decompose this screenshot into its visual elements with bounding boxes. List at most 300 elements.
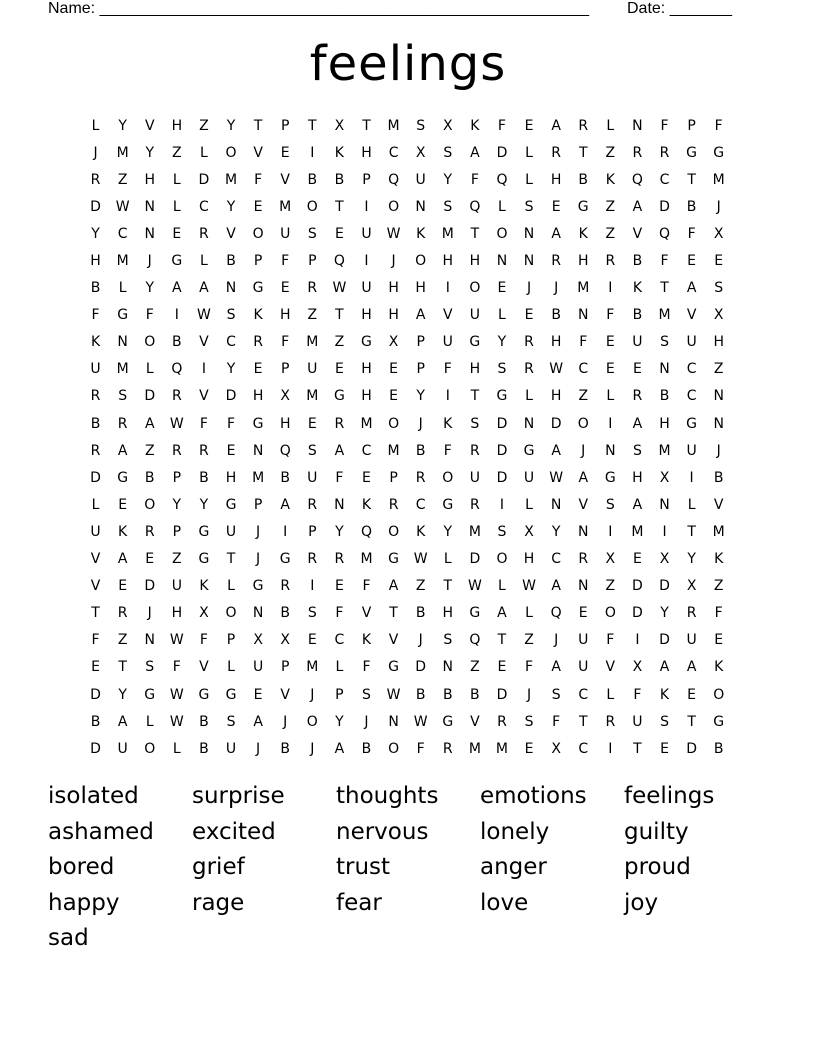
grid-letter: B [442, 686, 453, 703]
grid-letter: K [361, 496, 372, 513]
grid-letter: G [198, 686, 210, 703]
grid-letter: G [388, 551, 399, 568]
grid-letter: K [118, 523, 128, 540]
grid-letter: V [713, 496, 724, 513]
grid-letter: F [443, 361, 452, 378]
grid-letter: Y [660, 605, 669, 622]
grid-letter: F [443, 442, 452, 459]
grid-letter: S [362, 686, 371, 703]
grid-letter: R [605, 713, 616, 730]
grid-letter: N [442, 659, 453, 676]
grid-letter: L [91, 496, 100, 513]
grid-letter: V [361, 605, 372, 622]
grid-letter: A [334, 442, 345, 459]
grid-letter: N [550, 496, 562, 513]
grid-letter: R [551, 253, 561, 270]
grid-letter: V [388, 632, 399, 649]
grid-letter: J [554, 280, 559, 297]
grid-letter: G [117, 307, 129, 324]
grid-letter: B [90, 415, 101, 432]
grid-letter: H [550, 171, 562, 188]
grid-letter: N [523, 415, 535, 432]
word-bank-item: emotions [480, 783, 587, 809]
grid-row [82, 383, 734, 410]
grid-letter: B [415, 605, 426, 622]
word-bank-item: joy [624, 889, 659, 916]
grid-letter: H [442, 605, 454, 622]
grid-letter: U [361, 225, 372, 242]
grid-letter: T [335, 307, 344, 324]
grid-letter: F [281, 253, 290, 270]
grid-letter: E [334, 578, 344, 595]
grid-letter: B [686, 198, 697, 215]
grid-letter: R [442, 740, 453, 757]
grid-letter: J [283, 713, 288, 730]
grid-letter: M [441, 225, 454, 242]
grid-letter: R [117, 605, 128, 622]
grid-letter: T [443, 578, 453, 595]
grid-letter: H [361, 307, 372, 324]
grid-letter: P [280, 361, 290, 378]
grid-letter: I [662, 523, 667, 540]
grid-letter: H [577, 253, 589, 270]
grid-letter: B [659, 388, 670, 405]
worksheet-header [48, 0, 768, 20]
grid-letter: K [470, 117, 480, 134]
grid-letter: S [226, 307, 236, 324]
grid-letter: W [467, 578, 482, 595]
grid-letter: R [388, 496, 399, 513]
grid-letter: V [226, 225, 236, 242]
grid-letter: Y [145, 280, 155, 297]
grid-letter: R [144, 523, 155, 540]
grid-letter: X [713, 225, 724, 242]
grid-row [82, 437, 734, 464]
grid-letter: A [497, 605, 507, 622]
grid-letter: H [442, 253, 454, 270]
grid-letter: A [199, 280, 209, 297]
grid-letter: E [389, 388, 398, 405]
grid-letter: N [523, 253, 535, 270]
grid-letter: I [364, 253, 369, 270]
grid-letter: K [714, 551, 724, 568]
grid-letter: K [659, 686, 670, 703]
grid-letter: K [334, 144, 344, 161]
grid-letter: L [200, 144, 208, 161]
grid-letter: R [469, 442, 480, 459]
grid-letter: B [199, 469, 209, 486]
grid-letter: L [606, 388, 615, 405]
grid-row [82, 247, 734, 274]
grid-letter: D [144, 578, 156, 595]
grid-letter: S [497, 361, 507, 378]
grid-letter: A [659, 659, 670, 676]
grid-letter: N [144, 198, 155, 215]
grid-letter: C [361, 442, 372, 459]
grid-letter: U [469, 307, 480, 324]
word-bank-item: grief [192, 854, 245, 880]
grid-letter: J [147, 253, 152, 270]
grid-letter: U [280, 225, 291, 242]
grid-letter: O [388, 415, 400, 432]
grid-letter: L [335, 659, 344, 676]
grid-letter: I [174, 307, 179, 324]
grid-letter: D [659, 578, 670, 595]
grid-letter: O [144, 334, 156, 351]
grid-letter: K [578, 225, 588, 242]
grid-letter: F [281, 334, 290, 351]
grid-letter: B [172, 334, 182, 351]
grid-letter: D [550, 415, 562, 432]
grid-letter: E [687, 253, 697, 270]
grid-letter: Y [91, 225, 100, 242]
grid-letter: C [578, 740, 589, 757]
grid-letter: M [116, 144, 129, 161]
grid-letter: Y [172, 496, 182, 513]
word-bank-item: love [480, 889, 529, 916]
grid-letter: K [199, 578, 209, 595]
grid-letter: D [496, 686, 508, 703]
grid-letter: C [686, 388, 697, 405]
word-bank-item: proud [624, 854, 691, 880]
grid-row [82, 627, 734, 654]
grid-letter: E [389, 361, 398, 378]
grid-letter: E [91, 659, 100, 676]
grid-letter: J [256, 551, 261, 568]
grid-letter: N [713, 415, 724, 432]
grid-letter: G [686, 144, 698, 161]
grid-letter: Z [415, 578, 426, 595]
grid-letter: A [686, 280, 697, 297]
grid-letter: V [280, 171, 290, 188]
grid-letter: S [605, 496, 615, 513]
grid-letter: C [117, 225, 128, 242]
grid-letter: K [443, 415, 453, 432]
grid-row [82, 356, 734, 383]
grid-letter: H [361, 388, 372, 405]
grid-letter: E [253, 361, 263, 378]
grid-letter: Z [605, 144, 616, 161]
grid-letter: W [386, 686, 401, 703]
grid-letter: Z [524, 632, 534, 649]
grid-letter: Q [496, 171, 508, 188]
grid-letter: P [362, 171, 371, 188]
word-search-grid [82, 112, 734, 762]
grid-letter: O [442, 469, 454, 486]
grid-letter: I [283, 523, 288, 540]
grid-letter: H [388, 307, 399, 324]
grid-letter: D [659, 632, 670, 649]
grid-letter: L [145, 361, 154, 378]
grid-letter: V [199, 659, 209, 676]
grid-letter: H [388, 280, 399, 297]
grid-letter: E [226, 442, 236, 459]
grid-letter: W [413, 551, 428, 568]
grid-letter: M [658, 307, 671, 324]
grid-letter: F [145, 307, 154, 324]
grid-letter: L [498, 307, 506, 324]
grid-letter: Y [497, 334, 507, 351]
grid-letter: O [713, 686, 725, 703]
grid-letter: O [144, 740, 156, 757]
grid-letter: A [632, 496, 643, 513]
grid-letter: G [144, 686, 156, 703]
grid-letter: Q [469, 632, 481, 649]
grid-letter: X [442, 117, 453, 134]
grid-letter: J [716, 442, 721, 459]
grid-letter: B [632, 307, 643, 324]
grid-letter: E [497, 280, 507, 297]
grid-letter: B [415, 686, 426, 703]
grid-letter: H [144, 171, 155, 188]
grid-letter: E [524, 117, 534, 134]
grid-letter: M [360, 551, 373, 568]
grid-row [82, 546, 734, 573]
word-bank-item: bored [48, 854, 115, 880]
grid-letter: B [415, 442, 426, 459]
grid-letter: A [117, 713, 128, 730]
grid-letter: J [526, 686, 532, 703]
grid-letter: P [280, 117, 290, 134]
grid-letter: N [144, 225, 155, 242]
grid-letter: A [280, 496, 290, 513]
grid-letter: H [361, 361, 372, 378]
grid-letter: W [169, 713, 184, 730]
grid-letter: B [470, 686, 480, 703]
grid-letter: T [335, 198, 344, 215]
grid-letter: M [306, 388, 319, 405]
grid-letter: E [687, 686, 697, 703]
grid-letter: K [416, 225, 426, 242]
grid-letter: C [659, 171, 670, 188]
grid-letter: Z [713, 361, 724, 378]
grid-letter: L [227, 578, 235, 595]
grid-letter: E [253, 686, 263, 703]
word-bank-item: sad [48, 925, 89, 951]
grid-letter: G [713, 713, 725, 730]
grid-letter: U [578, 632, 589, 649]
grid-letter: E [714, 253, 724, 270]
grid-letter: Z [470, 659, 480, 676]
grid-row [82, 573, 734, 600]
grid-letter: S [307, 605, 317, 622]
grid-letter: S [307, 225, 317, 242]
grid-letter: V [442, 307, 453, 324]
grid-letter: O [225, 605, 237, 622]
grid-letter: C [226, 334, 236, 351]
grid-letter: K [361, 632, 372, 649]
grid-letter: T [633, 740, 642, 757]
grid-letter: F [335, 469, 344, 486]
grid-letter: K [632, 280, 643, 297]
grid-letter: G [225, 496, 237, 513]
grid-letter: G [171, 253, 183, 270]
grid-letter: T [470, 388, 480, 405]
grid-row [82, 681, 734, 708]
grid-letter: Q [388, 171, 400, 188]
grid-letter: U [442, 334, 453, 351]
grid-letter: U [252, 659, 264, 676]
grid-letter: S [226, 713, 236, 730]
grid-letter: M [631, 523, 644, 540]
grid-row [82, 329, 734, 356]
grid-letter: L [606, 686, 615, 703]
grid-letter: J [310, 740, 315, 757]
grid-letter: U [90, 361, 101, 378]
grid-letter: P [172, 523, 182, 540]
word-bank-item: nervous [336, 818, 429, 845]
grid-letter: D [632, 605, 643, 622]
grid-row [82, 735, 734, 762]
grid-letter: U [632, 713, 643, 730]
grid-letter: R [632, 144, 643, 161]
grid-letter: Y [145, 144, 155, 161]
grid-letter: R [307, 551, 318, 568]
grid-letter: B [280, 605, 290, 622]
grid-letter: V [253, 144, 263, 161]
grid-letter: V [578, 496, 589, 513]
grid-letter: B [578, 171, 589, 188]
grid-letter: J [581, 442, 586, 459]
grid-letter: O [144, 496, 156, 513]
grid-letter: N [144, 632, 155, 649]
grid-letter: R [524, 334, 534, 351]
grid-letter: E [578, 605, 588, 622]
word-bank-item: guilty [624, 818, 689, 845]
grid-letter: E [605, 334, 615, 351]
grid-letter: Q [550, 605, 562, 622]
grid-letter: Y [199, 496, 209, 513]
grid-letter: T [687, 523, 696, 540]
grid-letter: A [551, 659, 561, 676]
grid-letter: H [252, 388, 264, 405]
grid-letter: W [115, 198, 130, 215]
grid-letter: U [469, 469, 480, 486]
name-field-label: Name: _______________________________________________________ [48, 0, 589, 17]
grid-letter: T [389, 605, 398, 622]
grid-letter: L [687, 496, 696, 513]
grid-row [82, 464, 734, 491]
grid-letter: E [524, 740, 534, 757]
grid-row [82, 491, 734, 518]
grid-row [82, 410, 734, 437]
grid-letter: F [633, 686, 642, 703]
grid-letter: R [334, 551, 345, 568]
grid-letter: W [522, 578, 536, 595]
grid-row [82, 302, 734, 329]
grid-letter: W [169, 686, 184, 703]
grid-letter: R [90, 171, 101, 188]
grid-letter: R [307, 496, 318, 513]
grid-letter: J [391, 253, 396, 270]
grid-letter: W [332, 280, 347, 297]
grid-letter: J [418, 415, 423, 432]
grid-letter: G [279, 551, 291, 568]
grid-row [82, 193, 734, 220]
grid-letter: T [687, 171, 696, 188]
grid-letter: M [387, 442, 400, 459]
grid-letter: H [279, 307, 291, 324]
grid-letter: P [416, 334, 425, 351]
grid-row [82, 518, 734, 545]
grid-letter: E [632, 551, 642, 568]
grid-letter: G [496, 388, 508, 405]
grid-letter: F [687, 225, 696, 242]
grid-letter: M [306, 334, 319, 351]
grid-letter: N [523, 225, 535, 242]
grid-letter: S [443, 144, 453, 161]
grid-letter: X [334, 117, 345, 134]
grid-letter: R [171, 442, 182, 459]
grid-letter: M [252, 469, 265, 486]
grid-letter: H [90, 253, 101, 270]
grid-letter: P [226, 632, 236, 649]
grid-letter: U [686, 632, 697, 649]
grid-letter: B [90, 713, 101, 730]
grid-letter: X [253, 632, 263, 649]
grid-letter: U [171, 578, 182, 595]
grid-letter: C [578, 686, 589, 703]
grid-letter: U [307, 361, 318, 378]
grid-letter: Z [144, 442, 155, 459]
word-bank [48, 779, 768, 957]
grid-letter: C [686, 361, 697, 378]
grid-letter: D [90, 740, 101, 757]
grid-letter: I [608, 523, 613, 540]
grid-letter: D [632, 578, 643, 595]
grid-letter: V [605, 659, 616, 676]
grid-letter: N [415, 198, 426, 215]
grid-letter: G [198, 551, 210, 568]
grid-letter: Y [687, 551, 696, 568]
grid-letter: X [659, 469, 670, 486]
word-bank-item: feelings [624, 783, 715, 809]
grid-letter: H [279, 415, 291, 432]
grid-letter: E [497, 659, 507, 676]
grid-letter: I [310, 144, 315, 161]
grid-letter: Z [172, 551, 182, 568]
grid-row [82, 275, 734, 302]
grid-letter: F [714, 117, 723, 134]
grid-letter: K [90, 334, 101, 351]
grid-letter: O [252, 225, 264, 242]
grid-letter: Z [117, 171, 128, 188]
grid-letter: F [497, 117, 506, 134]
grid-letter: V [199, 334, 209, 351]
grid-letter: U [632, 334, 643, 351]
grid-letter: X [524, 523, 534, 540]
grid-letter: R [605, 253, 616, 270]
grid-letter: H [415, 280, 426, 297]
grid-letter: T [91, 605, 100, 622]
grid-letter: R [578, 551, 589, 568]
grid-letter: X [415, 144, 426, 161]
grid-letter: K [605, 171, 615, 188]
grid-letter: O [225, 144, 237, 161]
grid-letter: S [118, 388, 128, 405]
grid-letter: O [469, 280, 481, 297]
grid-letter: S [470, 415, 480, 432]
grid-letter: J [364, 713, 369, 730]
grid-letter: L [118, 280, 127, 297]
grid-letter: G [388, 659, 399, 676]
grid-letter: E [334, 361, 344, 378]
grid-letter: Q [171, 361, 183, 378]
grid-letter: G [604, 469, 616, 486]
grid-letter: S [443, 632, 453, 649]
grid-letter: N [334, 496, 345, 513]
grid-letter: A [686, 659, 697, 676]
